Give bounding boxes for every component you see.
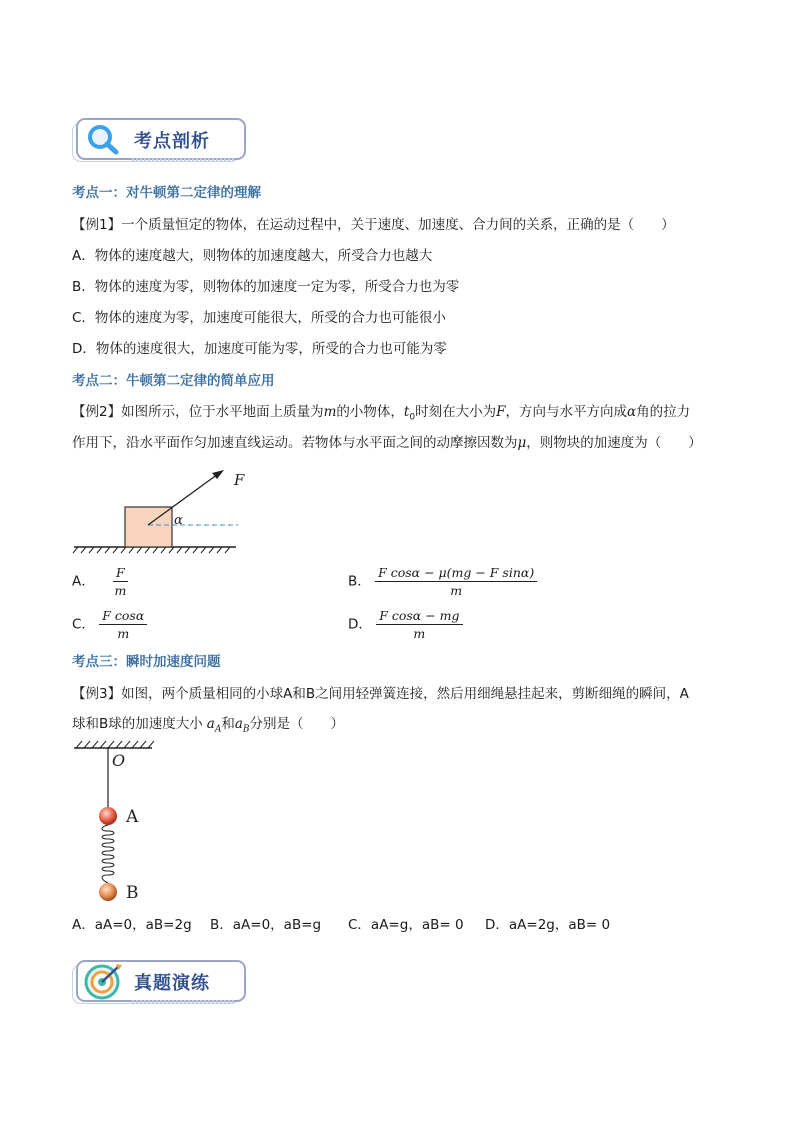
example-3-option-b: B．aA=0，aB=g: [210, 917, 322, 933]
denominator: m: [413, 626, 426, 641]
force-label: F: [234, 471, 245, 489]
point-O-label: O: [112, 751, 126, 770]
ball-B-label: B: [126, 883, 139, 903]
angle-label: α: [174, 513, 183, 528]
example-3-line-2: [72, 715, 344, 739]
target-icon: [82, 961, 126, 1001]
var-F: F: [496, 404, 506, 420]
example-2-line-2: [72, 434, 702, 452]
numerator: F cosα − mg: [376, 608, 462, 625]
ball-B: [99, 883, 117, 901]
ceiling-hatch: [76, 741, 154, 748]
var-aB: a: [234, 716, 243, 732]
numerator: F cosα: [99, 608, 147, 625]
ground-hatch: [73, 547, 230, 553]
var-t: t: [403, 404, 410, 420]
text: ，方向与水平方向成: [505, 404, 627, 420]
text: 【例2】如图所示，位于水平地面上质量为: [72, 404, 324, 420]
example-2-option-c: [72, 608, 147, 641]
text: 和: [221, 716, 235, 732]
example-2-option-a: [72, 565, 128, 598]
banner-title: 真题演练: [134, 973, 210, 994]
banner-title: 考点剖析: [134, 131, 210, 152]
text: 的小物体，: [336, 404, 404, 420]
example-1-option-c: C．物体的速度为零，加速度可能很大，所受的合力也可能很小: [72, 310, 446, 326]
fraction: [113, 565, 128, 598]
var-aB-sub: B: [242, 724, 250, 735]
topic-3-title: 考点三：瞬时加速度问题: [72, 654, 221, 670]
fraction: [99, 608, 147, 641]
var-t-sub: 0: [409, 412, 416, 423]
option-label: A．: [72, 573, 95, 590]
fraction: [376, 608, 462, 641]
spring-balls-figure: [72, 738, 192, 908]
text: ，则物块的加速度为（ ）: [526, 435, 702, 451]
example-3-option-c: C．aA=g，aB= 0: [348, 917, 464, 933]
numerator: F cosα − μ(mg − F sinα): [375, 565, 537, 582]
example-2-option-b: [348, 565, 537, 598]
section-banner-analysis: [72, 118, 244, 164]
banner-dots: [132, 1000, 236, 1003]
topic-1-title: 考点一：对牛顿第二定律的理解: [72, 185, 261, 201]
example-1-option-b: B．物体的速度为零，则物体的加速度一定为零，所受合力也为零: [72, 279, 460, 295]
denominator: m: [114, 583, 127, 598]
numerator: F: [113, 565, 128, 582]
var-m: m: [323, 404, 337, 420]
example-1-option-d: D．物体的速度很大，加速度可能为零，所受的合力也可能为零: [72, 341, 447, 357]
banner-dots: [132, 158, 236, 161]
denominator: m: [450, 583, 463, 598]
text: 角的拉力: [636, 404, 691, 420]
example-3-option-a: A．aA=0，aB=2g: [72, 917, 192, 933]
var-aA-sub: A: [214, 724, 222, 735]
example-3-line-1: 【例3】如图，两个质量相同的小球A和B之间用轻弹簧连接，然后用细绳悬挂起来，剪断细绳的瞬间，A: [72, 686, 689, 702]
example-1-stem: 【例1】一个质量恒定的物体，在运动过程中，关于速度、加速度、合力间的关系，正确的是（ ）: [72, 217, 675, 233]
text: 球和B球的加速度大小: [72, 716, 203, 732]
var-alpha: α: [626, 404, 637, 420]
denominator: m: [117, 626, 130, 641]
example-2-option-d: [348, 608, 463, 641]
text: 作用下，沿水平面作匀加速直线运动。若物体与水平面之间的动摩擦因数为: [72, 435, 518, 451]
force-arrow: [148, 474, 218, 525]
ball-A-label: A: [126, 807, 139, 827]
topic-2-title: 考点二：牛顿第二定律的简单应用: [72, 373, 275, 389]
text: 时刻在大小为: [415, 404, 497, 420]
var-mu: μ: [517, 435, 527, 451]
spring: [102, 825, 114, 883]
block-on-ground-figure: [72, 462, 252, 557]
option-label: C．: [72, 616, 95, 633]
example-1-option-a: A．物体的速度越大，则物体的加速度越大，所受合力也越大: [72, 248, 433, 264]
example-2-line-1: [72, 403, 690, 427]
text: 分别是（ ）: [249, 716, 345, 732]
ball-A: [99, 807, 117, 825]
option-label: D．: [348, 616, 372, 633]
fraction: [375, 565, 537, 598]
magnifier-icon: [84, 122, 124, 156]
section-banner-exercises: [72, 960, 244, 1006]
var-aA: a: [206, 716, 215, 732]
option-label: B．: [348, 573, 371, 590]
example-3-option-d: D．aA=2g，aB= 0: [485, 917, 611, 933]
